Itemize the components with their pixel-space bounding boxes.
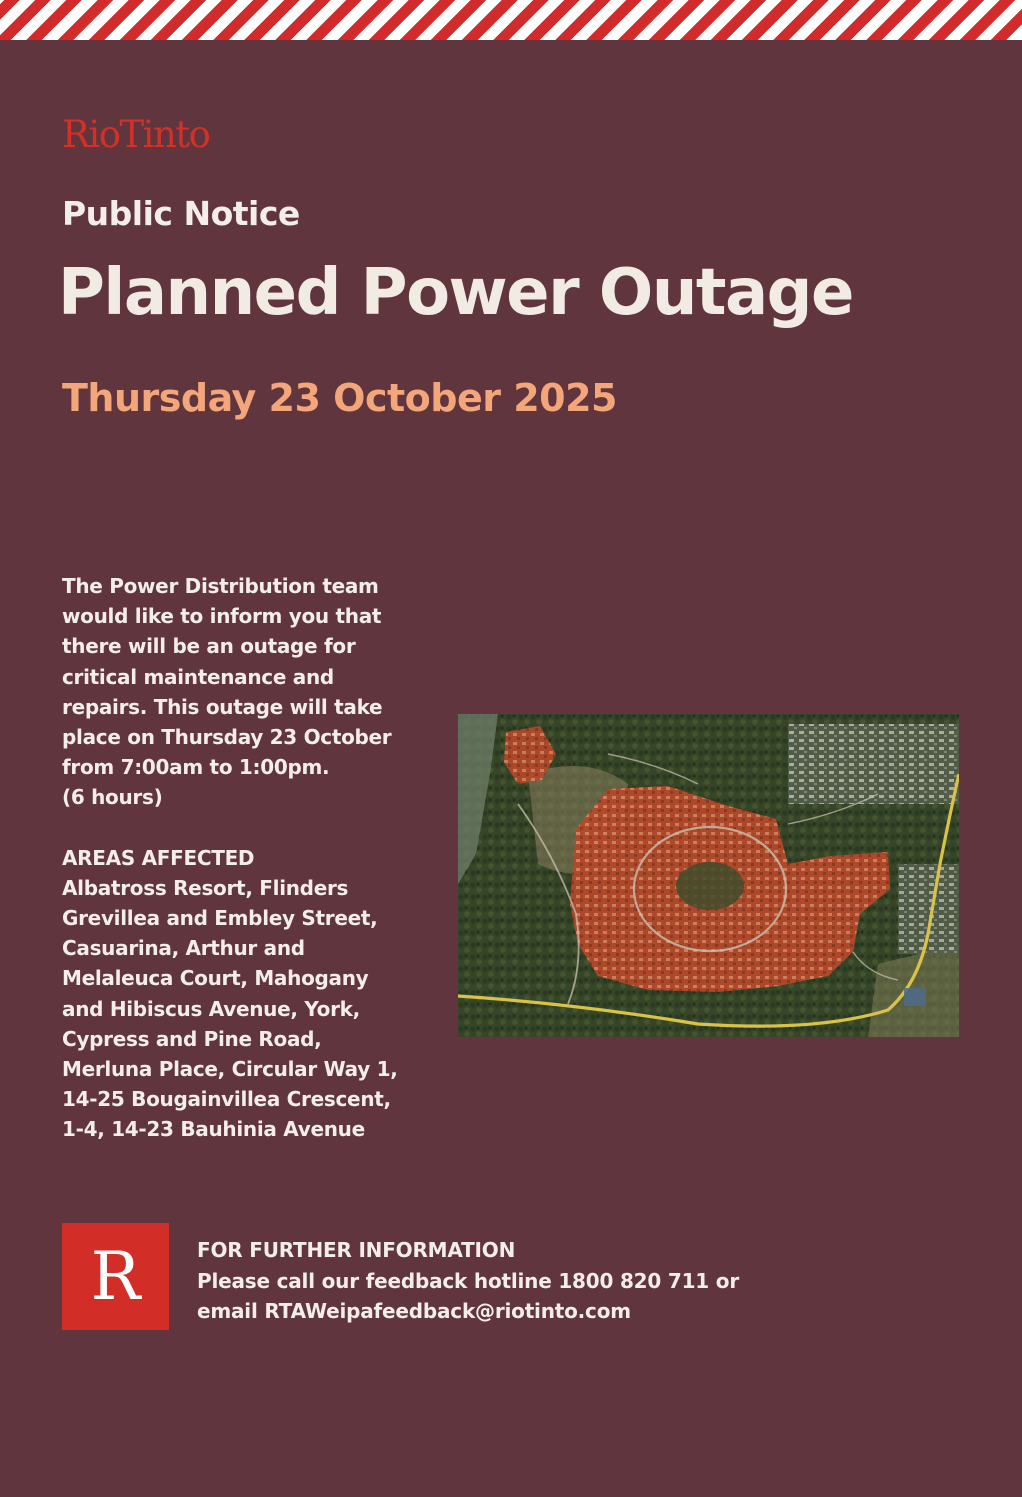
notice-title: Planned Power Outage: [58, 256, 853, 330]
outage-date: Thursday 23 October 2025: [62, 376, 617, 420]
intro-paragraph: The Power Distribution team would like to inform you that there will be an outage for critical maintenance and repairs. This outage will take place on Thursday 23 October from 7:00am to 1:00pm.: [62, 574, 392, 780]
map-sports-field: [904, 988, 926, 1006]
satellite-map-image: [458, 714, 959, 1037]
paragraph-spacer: [62, 813, 412, 843]
rio-tinto-monogram: [62, 1223, 169, 1330]
email-line: email RTAWeipafeedback@riotinto.com: [197, 1299, 631, 1323]
map-inner-park: [676, 862, 744, 910]
notice-kicker: Public Notice: [62, 194, 300, 233]
outage-area-map: [458, 714, 959, 1037]
areas-affected-list: Albatross Resort, Flinders Grevillea and Embley Street, Casuarina, Arthur and Melaleuca Court, Mahogany and Hibiscus Avenue, York, Cypress and Pine Road, Merluna Place, Circular Way 1, 14-25 Bougainvillea Crescent, 1-4, 14-23 Bauhinia Avenue: [62, 875, 398, 1142]
map-suburb-north: [788, 724, 959, 804]
outage-duration: (6 hours): [62, 785, 163, 810]
hotline-line: Please call our feedback hotline 1800 820 711 or: [197, 1268, 739, 1293]
monogram-letter: R: [90, 1238, 141, 1315]
map-suburb-east: [898, 864, 959, 954]
notice-body: [62, 571, 412, 1145]
contact-heading: FOR FURTHER INFORMATION: [197, 1238, 516, 1262]
areas-affected-heading: AREAS AFFECTED: [62, 845, 255, 870]
hazard-stripe-border: [0, 0, 1022, 40]
contact-info: [197, 1235, 897, 1327]
rio-tinto-logo: RioTinto: [62, 113, 210, 156]
